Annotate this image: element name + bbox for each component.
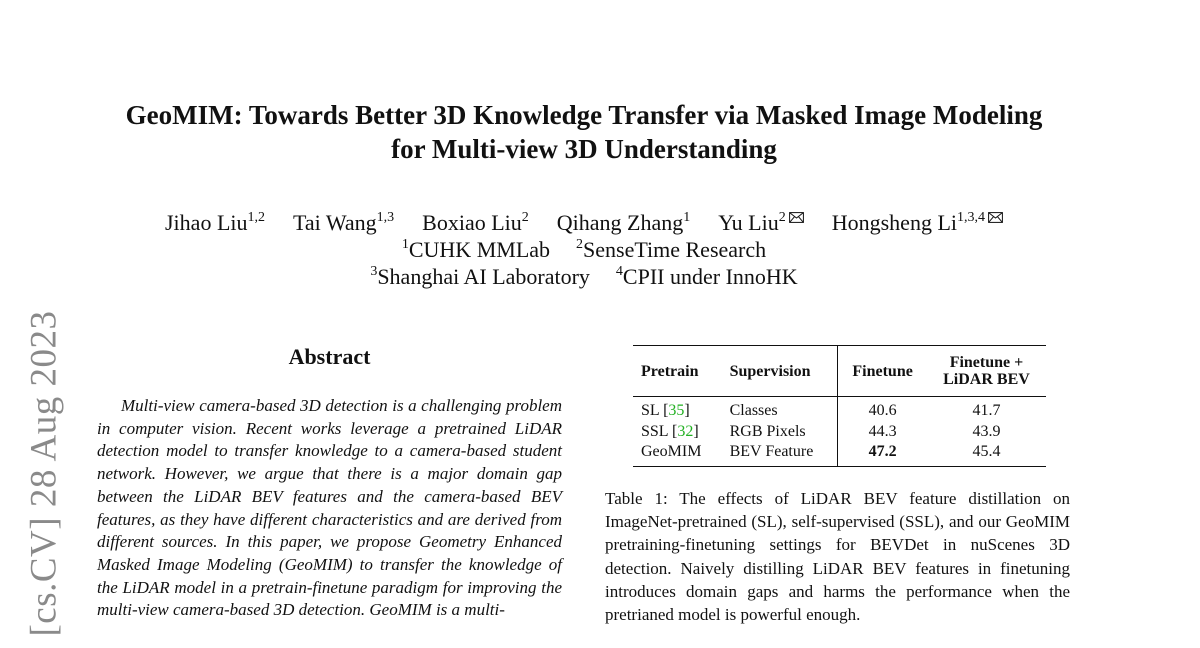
cell-supervision: Classes	[722, 397, 838, 422]
affiliation: $^3$Shanghai AI Laboratory	[370, 264, 590, 289]
cell-finetune-lidar: 45.4	[972, 443, 1001, 460]
cell-pretrain: GeoMIM	[641, 443, 702, 460]
paper-title	[80, 98, 1088, 166]
cell-finetune: 44.3	[868, 422, 897, 440]
header-supervision: Supervision	[722, 346, 838, 397]
abstract-text: Multi-view camera-based 3D detection is a challenging problem in computer vision. Recent works leverage a pretrained LiDAR detection model to transfer knowledge to a camera-based student network. However, we argue that there is a major domain gap between the LiDAR BEV features and the camera-based BEV features, as they have different characteristics and are derived from different sources. In this paper, we propose Geometry Enhanced Masked Image Modeling (GeoMIM) to transfer the knowledge of the LiDAR model in a pretrain-finetune paradigm for improving the multi-view camera-based 3D detection. GeoMIM is a multi-	[97, 396, 562, 620]
author: Jihao Liu$^{1,2}$	[165, 210, 265, 235]
citation-link[interactable]: 35	[668, 402, 685, 419]
affiliation-row	[80, 263, 1088, 290]
author: Qihang Zhang$^1$	[556, 210, 691, 235]
cell-supervision: BEV Feature	[722, 442, 838, 466]
affiliation-row	[80, 236, 1088, 263]
table-row	[633, 442, 1046, 466]
author-list	[80, 209, 1088, 236]
author-block	[80, 209, 1088, 290]
title-line-1: GeoMIM: Towards Better 3D Knowledge Transfer via Masked Image Modeling	[125, 100, 1043, 130]
cell-finetune: 47.2	[868, 443, 897, 460]
cell-finetune: 40.6	[868, 402, 897, 419]
header-finetune: Finetune	[852, 362, 913, 380]
author: Tai Wang$^{1,3}$	[293, 210, 395, 235]
citation-link[interactable]: 32	[677, 422, 694, 440]
cell-finetune-lidar: 43.9	[972, 422, 1001, 440]
cell-pretrain: SSL [32]	[641, 422, 699, 440]
table-row	[633, 422, 1046, 443]
affiliation: $^1$CUHK MMLab	[401, 237, 551, 262]
table-header-row	[633, 346, 1046, 397]
header-finetune-lidar: Finetune + LiDAR BEV	[943, 354, 1030, 388]
affiliation: $^2$SenseTime Research	[576, 237, 767, 262]
arxiv-stamp-text: [cs.CV] 28 Aug 2023	[23, 309, 65, 637]
table-caption: Table 1: The effects of LiDAR BEV feature distillation on ImageNet-pretrained (SL), self-supervised (SSL), and our GeoMIM pretraining-finetuning settings for BEVDet in nuScenes 3D detection. Naively distilling LiDAR BEV features in finetuning introduces domain gaps and harms the performance when the pretrianed model is powerful enough.	[605, 489, 1070, 625]
title-line-2: for Multi-view 3D Understanding	[391, 134, 777, 164]
author: Hongsheng Li$^{1,3,4}$	[832, 209, 1003, 236]
arxiv-identifier	[22, 298, 66, 648]
cell-pretrain: SL [35]	[641, 402, 690, 419]
cell-finetune-lidar: 41.7	[972, 402, 1001, 419]
author: Yu Liu$^2$	[718, 209, 804, 236]
header-pretrain: Pretrain	[641, 362, 699, 380]
envelope-icon	[789, 212, 804, 223]
envelope-icon	[988, 212, 1003, 223]
author: Boxiao Liu$^2$	[422, 210, 529, 235]
table-row	[633, 397, 1046, 422]
results-table	[633, 345, 1046, 467]
affiliation: $^4$CPII under InnoHK	[615, 264, 798, 289]
cell-supervision: RGB Pixels	[722, 422, 838, 443]
abstract-heading: Abstract	[288, 344, 371, 369]
